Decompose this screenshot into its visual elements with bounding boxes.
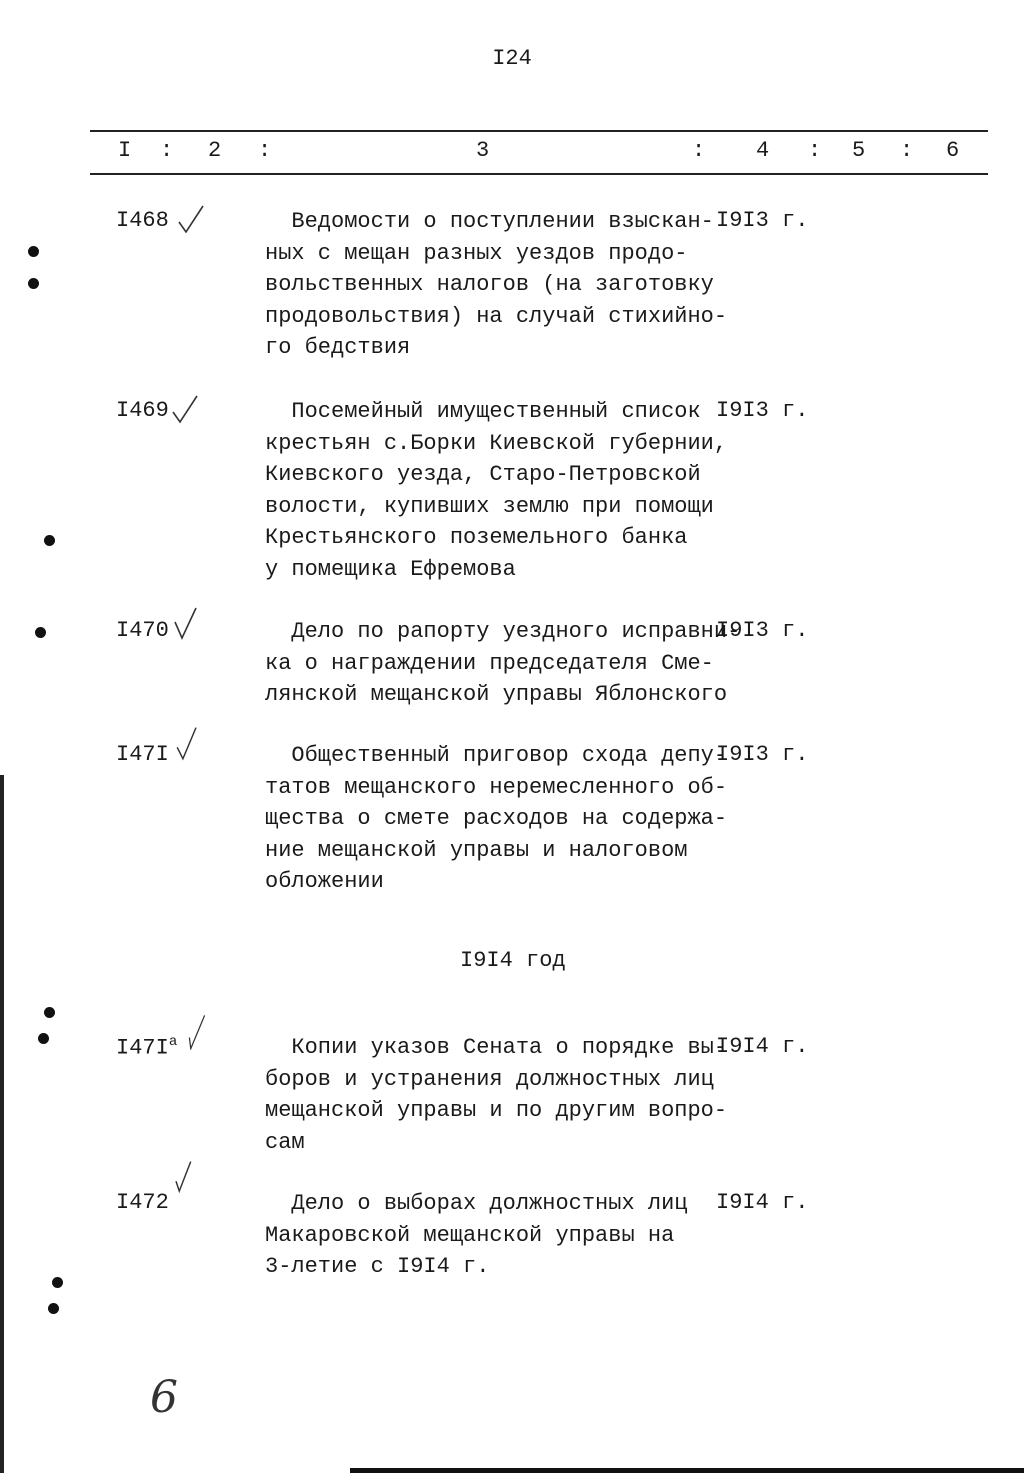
entry-description: Ведомости о поступлении взыскан- ных с мещан разных уездов продо- вольственных налогов (на заготовку продовольствия) на случай стихийно- го бедствия (265, 209, 728, 360)
checkmark-icon (170, 1160, 200, 1196)
binder-hole (44, 1007, 55, 1018)
entry-year: I9I3 г. (716, 618, 809, 643)
column-separator: : (900, 138, 914, 163)
column-header-5: 5 (852, 138, 866, 163)
binder-hole (28, 246, 39, 257)
entry-number: $I47I^а$ (116, 1034, 178, 1061)
entry-number: I472 (116, 1190, 169, 1215)
entry-description: Копии указов Сената о порядке вы- боров и устранения должностных лиц мещанской управы и по другим вопро- сам (265, 1035, 728, 1155)
handwritten-mark: 6 (150, 1372, 178, 1423)
entry-year: I9I4 г. (716, 1034, 809, 1059)
column-header-6: 6 (946, 138, 960, 163)
entry-description: Общественный приговор схода депу- татов мещанского неремесленного об- щества о смете расходов на содержа- ние мещанской управы и налоговом обложении (265, 743, 728, 894)
binder-hole (28, 278, 39, 289)
checkmark-icon (170, 392, 200, 428)
entry-year: I9I3 г. (716, 742, 809, 767)
entry-year: I9I3 г. (716, 208, 809, 233)
column-header-4: 4 (756, 138, 770, 163)
checkmark-icon (172, 726, 202, 762)
entry-description: Посемейный имущественный список крестьян с.Борки Киевской губернии, Киевского уезда, Старо-Петровской волости, купивших землю при помощи Крестьянского поземельного банка у помещика Ефремова (265, 399, 728, 582)
scan-left-edge (0, 775, 4, 1473)
binder-hole (44, 535, 55, 546)
column-header-1: I (118, 138, 132, 163)
binder-hole (48, 1303, 59, 1314)
scan-bottom-edge (350, 1468, 1024, 1473)
entry-number: I470 (116, 618, 169, 643)
entry-description: Дело о выборах должностных лиц Макаровской мещанской управы на 3-летие с I9I4 г. (265, 1191, 688, 1279)
entry-year: I9I3 г. (716, 398, 809, 423)
entry-number: I469 (116, 398, 169, 423)
entry-year: I9I4 г. (716, 1190, 809, 1215)
checkmark-icon (182, 1014, 212, 1050)
header-rule-bottom (90, 173, 988, 175)
entry-description: Дело по рапорту уездного исправни- ка о награждении председателя Сме- лянской мещанской управы Яблонского (265, 619, 741, 707)
binder-hole (52, 1277, 63, 1288)
checkmark-icon (172, 606, 202, 642)
binder-hole (38, 1033, 49, 1044)
checkmark-icon (176, 202, 206, 238)
header-rule-top (90, 130, 988, 132)
column-separator: : (160, 138, 174, 163)
binder-hole (35, 627, 46, 638)
column-header-2: 2 (208, 138, 222, 163)
column-header-3: 3 (476, 138, 490, 163)
section-heading-1914: I9I4 год (460, 948, 566, 973)
entry-number: I468 (116, 208, 169, 233)
column-separator: : (692, 138, 706, 163)
column-separator: : (808, 138, 822, 163)
entry-number: I47I (116, 742, 169, 767)
page-number: I24 (492, 46, 532, 71)
column-separator: : (258, 138, 272, 163)
